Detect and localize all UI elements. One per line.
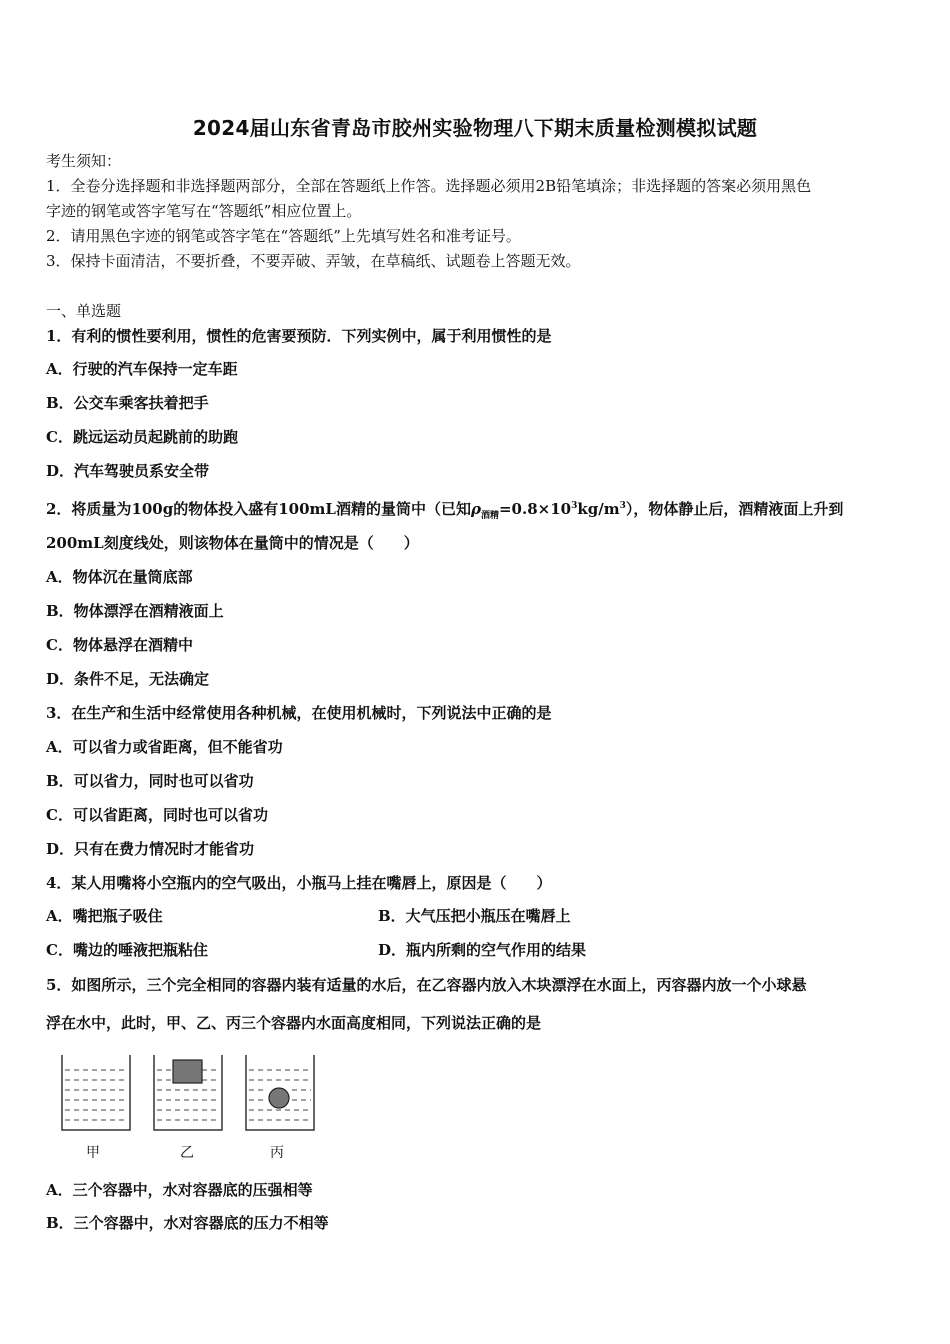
- section-heading: 一、单选题: [46, 302, 122, 320]
- container-yi: [154, 1055, 222, 1130]
- three-containers-figure: [52, 1050, 332, 1166]
- q2-option-a: A．物体沉在量筒底部: [46, 568, 193, 586]
- q4-option-d: D．瓶内所剩的空气作用的结果: [378, 941, 587, 959]
- rho-symbol: ρ: [470, 500, 481, 518]
- question-2-stem-line2: 200mL刻度线处，则该物体在量筒中的情况是（ ）: [46, 534, 419, 552]
- notice-item: 2．请用黑色字迹的钢笔或答字笔在“答题纸”上先填写姓名和准考证号。: [46, 227, 521, 245]
- notice-item: 1．全卷分选择题和非选择题两部分，全部在答题纸上作答。选择题必须用2B铅笔填涂；非选择题的答案必须用黑色: [46, 177, 812, 195]
- container-jia: [62, 1055, 130, 1130]
- q1-option-a: A．行驶的汽车保持一定车距: [46, 360, 238, 378]
- q3-option-b: B．可以省力，同时也可以省功: [46, 772, 254, 790]
- q5-option-b: B．三个容器中，水对容器底的压力不相等: [46, 1214, 329, 1232]
- floating-wood-block: [173, 1060, 202, 1083]
- q1-option-b: B．公交车乘客扶着把手: [46, 394, 209, 412]
- page-title: 2024届山东省青岛市胶州实验物理八下期末质量检测模拟试题: [192, 116, 758, 140]
- question-5-stem: 5．如图所示，三个完全相同的容器内装有适量的水后，在乙容器内放入木块漂浮在水面上，丙容器内放一个小球悬: [46, 976, 807, 994]
- notice-item: 3．保持卡面清洁，不要折叠，不要弄破、弄皱，在草稿纸、试题卷上答题无效。: [46, 252, 581, 270]
- q3-option-d: D．只有在费力情况时才能省功: [46, 840, 255, 858]
- question-4-stem: 4．某人用嘴将小空瓶内的空气吸出，小瓶马上挂在嘴唇上，原因是（ ）: [46, 874, 552, 892]
- q5-option-a: A．三个容器中，水对容器底的压强相等: [46, 1181, 313, 1199]
- q2-option-b: B．物体漂浮在酒精液面上: [46, 602, 224, 620]
- notice-heading: 考生须知：: [46, 152, 122, 170]
- figure-label-bing: 丙: [270, 1145, 284, 1161]
- q3-option-c: C．可以省距离，同时也可以省功: [46, 806, 268, 824]
- q3-option-a: A．可以省力或省距离，但不能省功: [46, 738, 283, 756]
- q1-option-c: C．跳远运动员起跳前的助跑: [46, 428, 238, 446]
- q4-option-b: B．大气压把小瓶压在嘴唇上: [378, 907, 571, 925]
- q4-option-a: A．嘴把瓶子吸住: [46, 907, 163, 925]
- q2-option-d: D．条件不足，无法确定: [46, 670, 210, 688]
- q4-option-c: C．嘴边的唾液把瓶粘住: [46, 941, 208, 959]
- question-5-stem-line2: 浮在水中，此时，甲、乙、丙三个容器内水面高度相同，下列说法正确的是: [46, 1014, 542, 1032]
- figure-label-jia: 甲: [86, 1145, 100, 1161]
- question-3-stem: 3．在生产和生活中经常使用各种机械，在使用机械时，下列说法中正确的是: [46, 704, 552, 722]
- container-bing: [246, 1055, 314, 1130]
- notice-item: 字迹的钢笔或答字笔写在“答题纸”相应位置上。: [46, 202, 362, 220]
- q2-option-c: C．物体悬浮在酒精中: [46, 636, 193, 654]
- q1-option-d: D．汽车驾驶员系安全带: [46, 462, 210, 480]
- suspended-ball: [269, 1088, 289, 1108]
- question-1-stem: 1．有利的惯性要利用，惯性的危害要预防．下列实例中，属于利用惯性的是: [46, 327, 552, 345]
- question-2-stem: 2．将质量为100g的物体投入盛有100mL酒精的量筒中（已知$\rho_{酒精}=0.8\times 10^3kg/m^3$），物体静止后，酒精液面上升到: [46, 500, 844, 521]
- figure-label-yi: 乙: [180, 1145, 194, 1161]
